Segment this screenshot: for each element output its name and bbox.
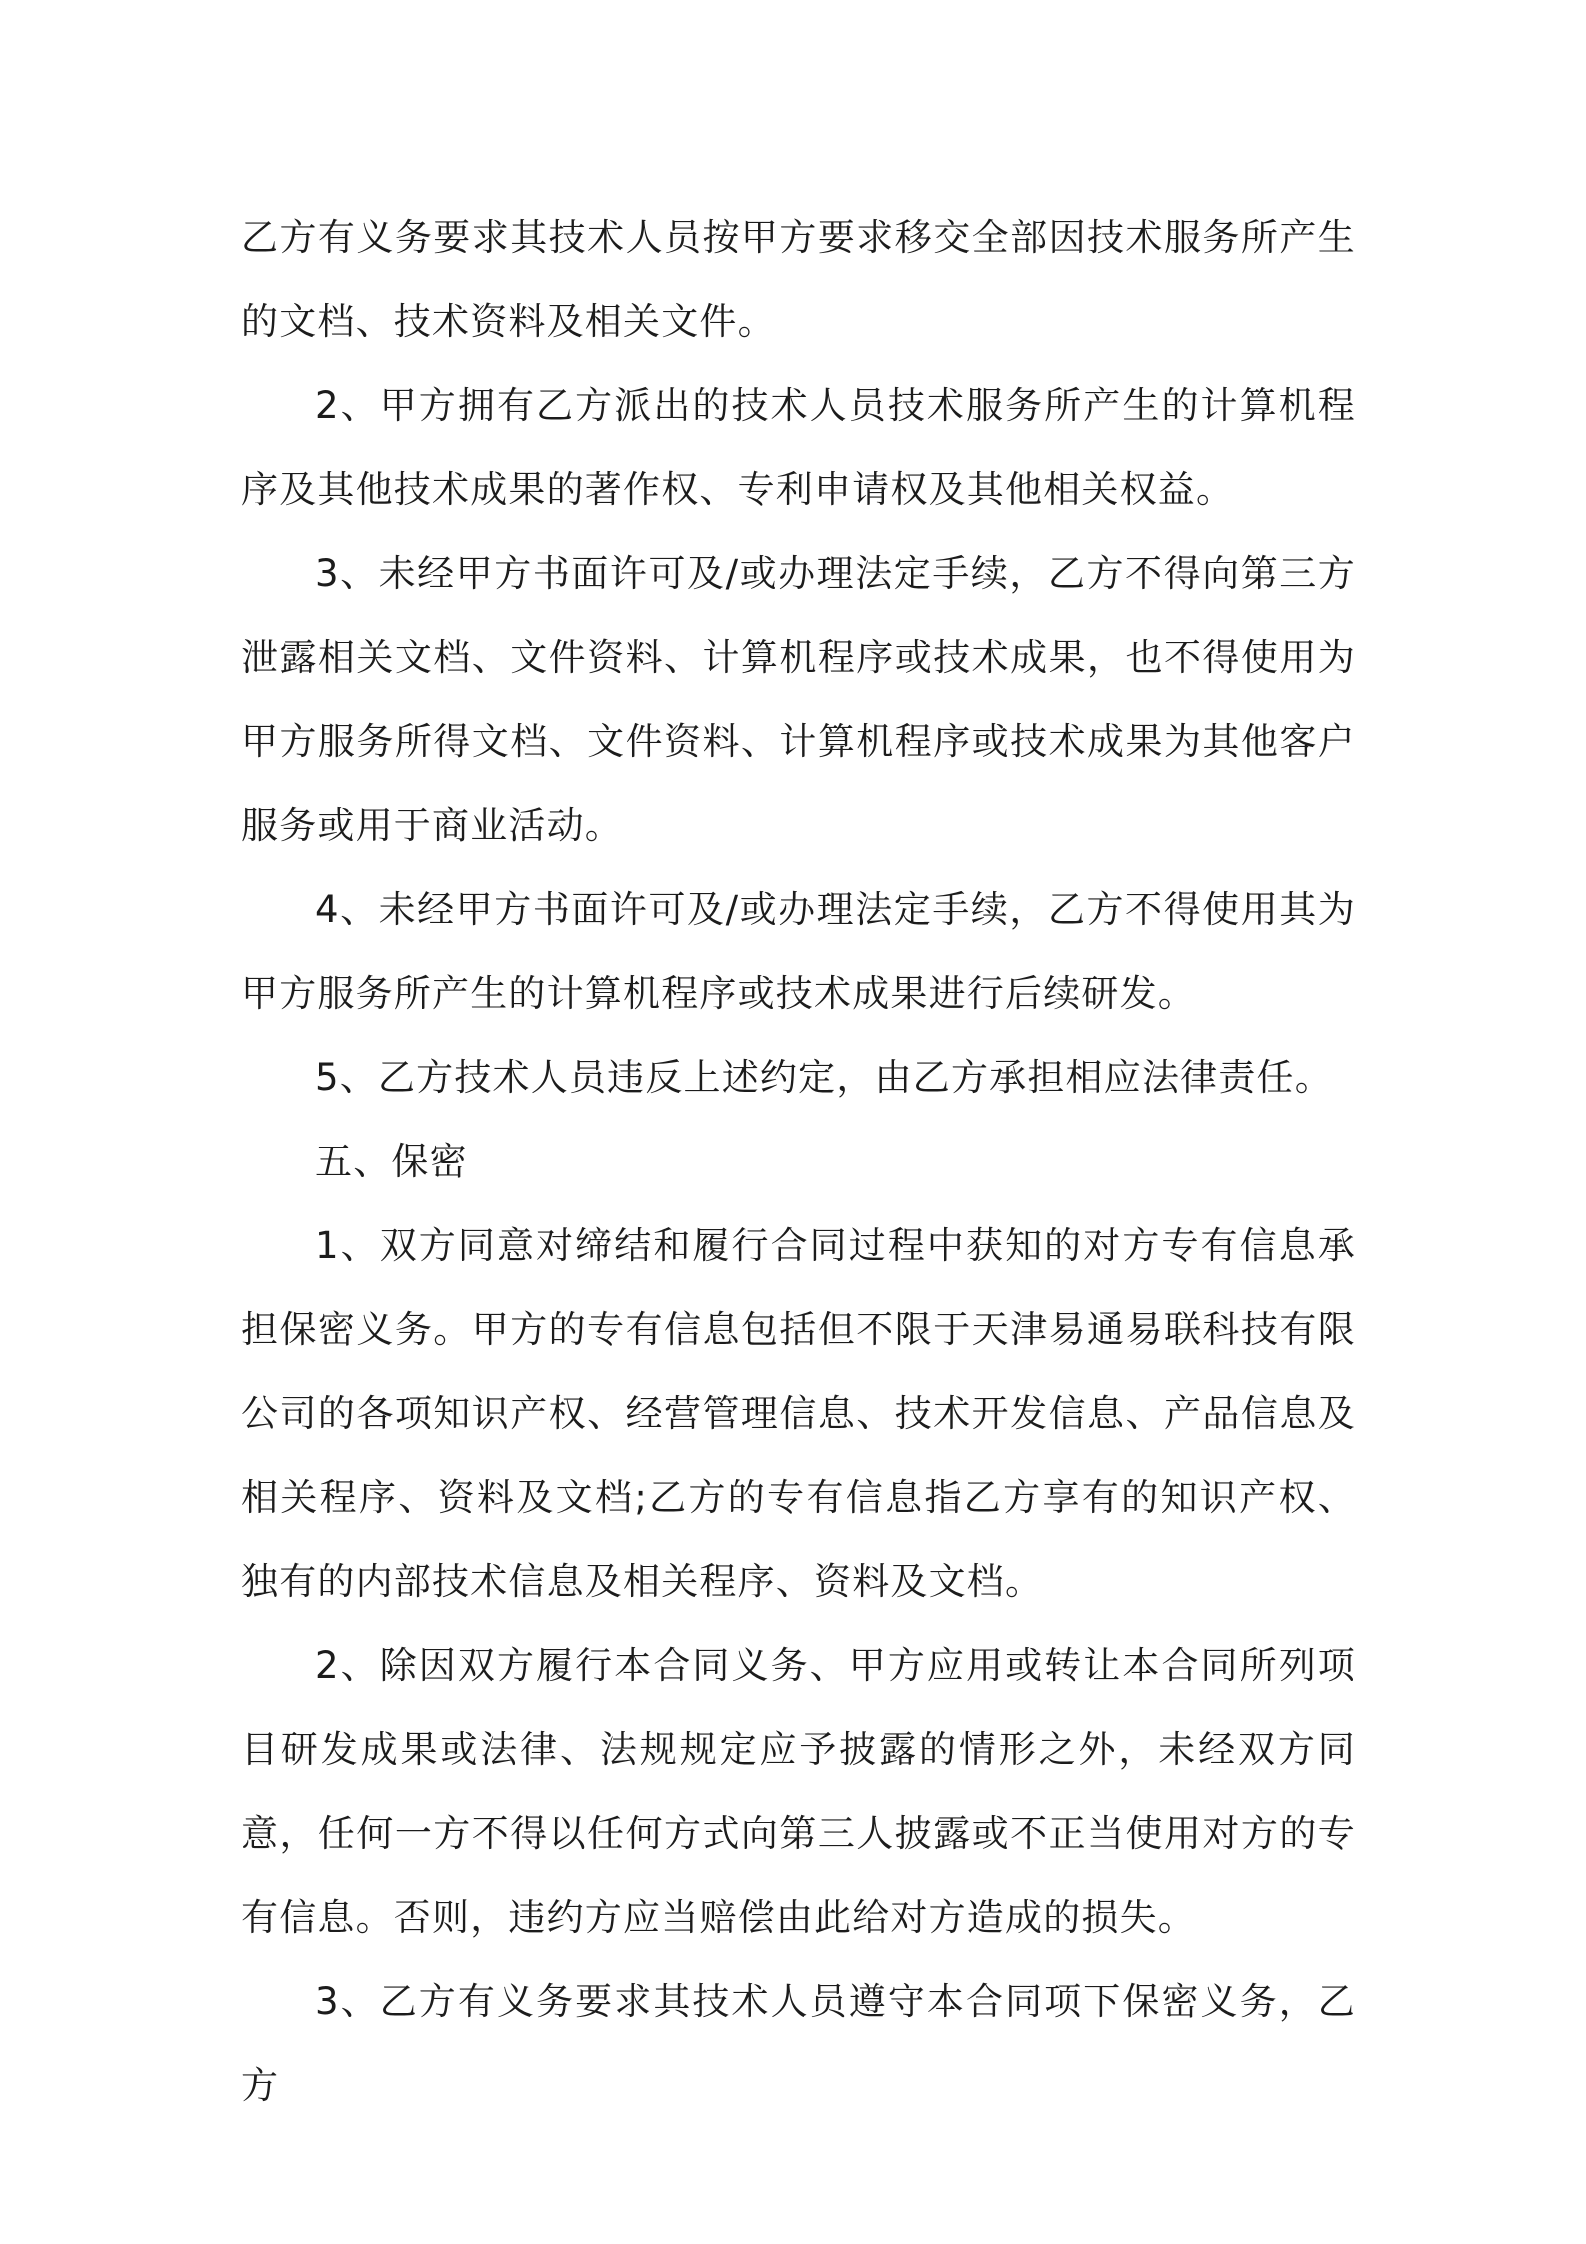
- clause-5-3: 3、乙方有义务要求其技术人员遵守本合同项下保密义务，乙方: [241, 1980, 1356, 2107]
- clause-4-2: 2、甲方拥有乙方派出的技术人员技术服务所产生的计算机程序及其他技术成果的著作权、专利申请权及其他相关权益。: [241, 384, 1356, 511]
- section-heading-confidentiality: 五、保密: [315, 1140, 468, 1183]
- clause-4-3: 3、未经甲方书面许可及/或办理法定手续，乙方不得向第三方泄露相关文档、文件资料、计算机程序或技术成果，也不得使用为甲方服务所得文档、文件资料、计算机程序或技术成果为其他客户服务或用于商业活动。: [241, 552, 1356, 847]
- clause-5-2: 2、除因双方履行本合同义务、甲方应用或转让本合同所列项目研发成果或法律、法规规定应予披露的情形之外，未经双方同意，任何一方不得以任何方式向第三人披露或不正当使用对方的专有信息。否则，违约方应当赔偿由此给对方造成的损失。: [241, 1644, 1356, 1939]
- clause-5-1: 1、双方同意对缔结和履行合同过程中获知的对方专有信息承担保密义务。甲方的专有信息包括但不限于天津易通易联科技有限公司的各项知识产权、经营管理信息、技术开发信息、产品信息及相关程序、资料及文档;乙方的专有信息指乙方享有的知识产权、独有的内部技术信息及相关程序、资料及文档。: [241, 1224, 1356, 1603]
- paragraph-continuation: 乙方有义务要求其技术人员按甲方要求移交全部因技术服务所产生的文档、技术资料及相关文件。: [241, 216, 1356, 343]
- clause-4-5: 5、乙方技术人员违反上述约定，由乙方承担相应法律责任。: [315, 1056, 1333, 1099]
- document-body: [241, 196, 1356, 2128]
- clause-4-4: 4、未经甲方书面许可及/或办理法定手续，乙方不得使用其为甲方服务所产生的计算机程序或技术成果进行后续研发。: [241, 888, 1356, 1015]
